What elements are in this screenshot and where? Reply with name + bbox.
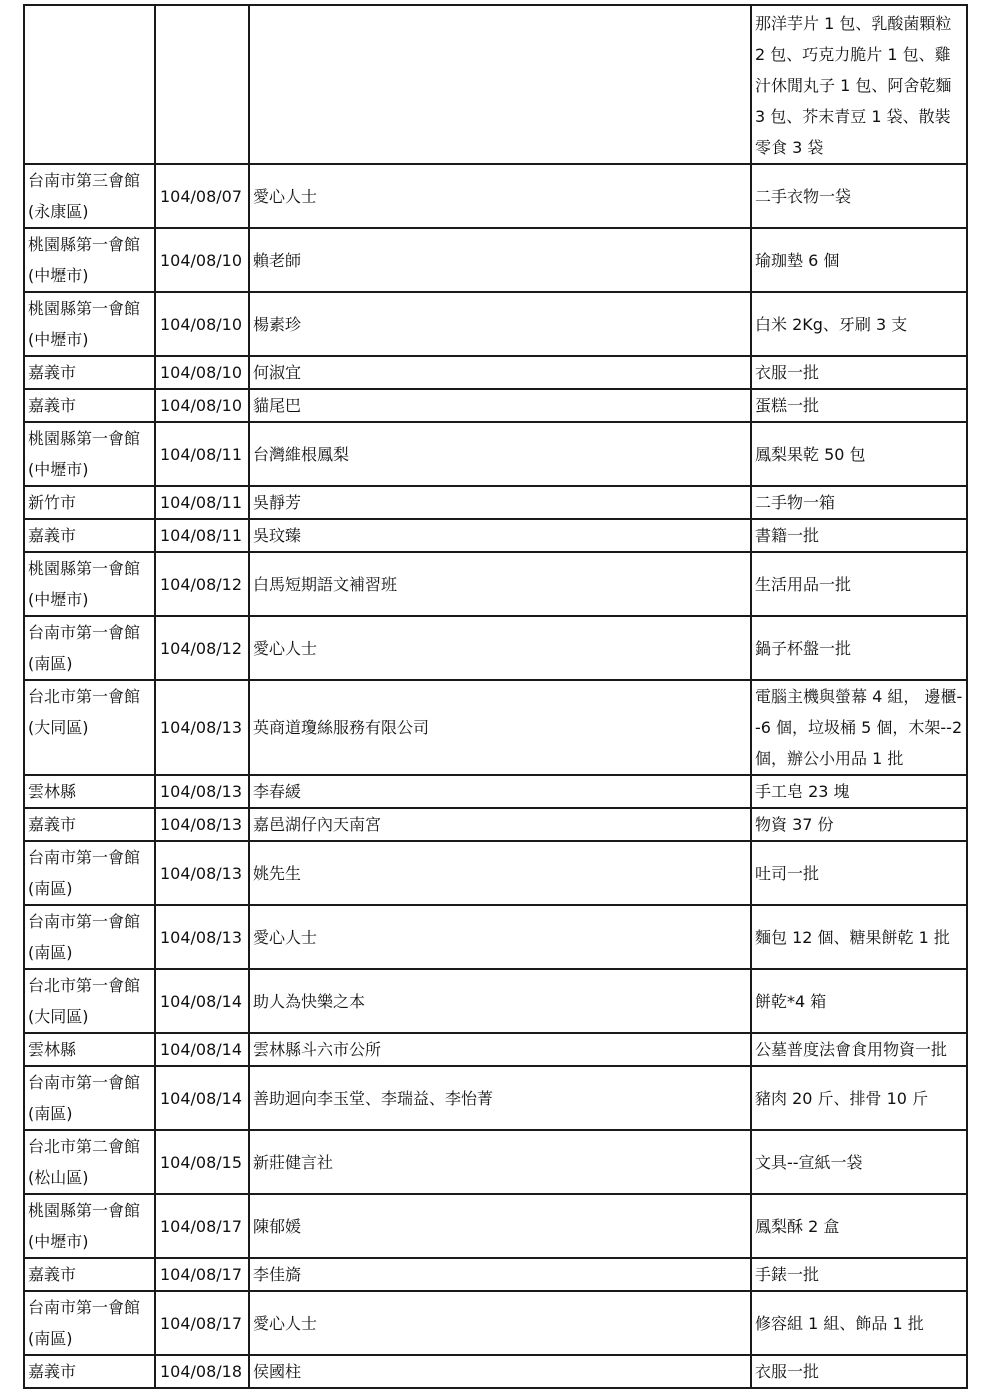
table-row — [24, 969, 967, 1033]
location-cell: 台南市第三會館(永康區) — [24, 164, 155, 228]
table-row — [24, 292, 967, 356]
table-row — [24, 905, 967, 969]
location-cell: 新竹市 — [24, 486, 155, 519]
donor-cell: 貓尾巴 — [249, 389, 751, 422]
table-row — [24, 841, 967, 905]
date-cell: 104/08/10 — [155, 356, 249, 389]
table-row — [24, 616, 967, 680]
location-cell: 台南市第一會館(南區) — [24, 616, 155, 680]
date-cell: 104/08/13 — [155, 680, 249, 775]
date-cell: 104/08/13 — [155, 808, 249, 841]
date-cell: 104/08/12 — [155, 552, 249, 616]
date-cell: 104/08/13 — [155, 905, 249, 969]
donor-cell: 李春緩 — [249, 775, 751, 808]
table-row — [24, 1066, 967, 1130]
date-cell: 104/08/10 — [155, 292, 249, 356]
table-row — [24, 1194, 967, 1258]
donor-cell: 姚先生 — [249, 841, 751, 905]
date-cell: 104/08/18 — [155, 1355, 249, 1388]
date-cell: 104/08/17 — [155, 1194, 249, 1258]
donation-table-body — [24, 5, 967, 1388]
location-cell: 台南市第一會館(南區) — [24, 1291, 155, 1355]
donor-cell: 愛心人士 — [249, 616, 751, 680]
item-cell: 衣服一批 — [751, 1355, 967, 1388]
item-cell: 物資 37 份 — [751, 808, 967, 841]
table-row — [24, 389, 967, 422]
table-row — [24, 552, 967, 616]
item-cell: 二手物一箱 — [751, 486, 967, 519]
donor-cell: 嘉邑湖仔內天南宮 — [249, 808, 751, 841]
item-cell: 衣服一批 — [751, 356, 967, 389]
location-cell: 台南市第一會館(南區) — [24, 1066, 155, 1130]
location-cell: 台南市第一會館(南區) — [24, 841, 155, 905]
table-row — [24, 808, 967, 841]
date-cell: 104/08/11 — [155, 486, 249, 519]
location-cell: 嘉義市 — [24, 389, 155, 422]
date-cell: 104/08/11 — [155, 422, 249, 486]
donor-cell: 侯國柱 — [249, 1355, 751, 1388]
donor-cell: 愛心人士 — [249, 164, 751, 228]
item-cell: 二手衣物一袋 — [751, 164, 967, 228]
item-cell: 書籍一批 — [751, 519, 967, 552]
table-row — [24, 775, 967, 808]
item-cell: 文具--宣紙一袋 — [751, 1130, 967, 1194]
location-cell: 台北市第二會館(松山區) — [24, 1130, 155, 1194]
item-cell: 餅乾*4 箱 — [751, 969, 967, 1033]
donor-cell: 吳玟臻 — [249, 519, 751, 552]
date-cell: 104/08/15 — [155, 1130, 249, 1194]
table-row — [24, 486, 967, 519]
location-cell: 台南市第一會館(南區) — [24, 905, 155, 969]
table-row — [24, 422, 967, 486]
item-cell: 蛋糕一批 — [751, 389, 967, 422]
date-cell: 104/08/14 — [155, 1066, 249, 1130]
donor-cell: 白馬短期語文補習班 — [249, 552, 751, 616]
location-cell: 台北市第一會館(大同區) — [24, 969, 155, 1033]
item-cell: 鳳梨果乾 50 包 — [751, 422, 967, 486]
donor-cell: 雲林縣斗六市公所 — [249, 1033, 751, 1066]
date-cell: 104/08/10 — [155, 228, 249, 292]
donor-cell: 李佳旖 — [249, 1258, 751, 1291]
item-cell: 那洋芋片 1 包、乳酸菌顆粒 2 包、巧克力脆片 1 包、雞汁休閒丸子 1 包、阿舍乾麵 3 包、芥末青豆 1 袋、散裝零食 3 袋 — [751, 5, 967, 164]
donor-cell: 何淑宜 — [249, 356, 751, 389]
location-cell: 嘉義市 — [24, 1355, 155, 1388]
donor-cell — [249, 5, 751, 164]
location-cell: 嘉義市 — [24, 519, 155, 552]
date-cell: 104/08/17 — [155, 1291, 249, 1355]
location-cell: 台北市第一會館(大同區) — [24, 680, 155, 775]
location-cell: 桃園縣第一會館(中壢市) — [24, 422, 155, 486]
item-cell: 吐司一批 — [751, 841, 967, 905]
date-cell: 104/08/07 — [155, 164, 249, 228]
donor-cell: 愛心人士 — [249, 905, 751, 969]
donor-cell: 楊素珍 — [249, 292, 751, 356]
item-cell: 公墓普度法會食用物資一批 — [751, 1033, 967, 1066]
donor-cell: 愛心人士 — [249, 1291, 751, 1355]
donor-cell: 英商道瓊絲服務有限公司 — [249, 680, 751, 775]
location-cell: 桃園縣第一會館(中壢市) — [24, 228, 155, 292]
donor-cell: 賴老師 — [249, 228, 751, 292]
item-cell: 白米 2Kg、牙刷 3 支 — [751, 292, 967, 356]
date-cell: 104/08/13 — [155, 775, 249, 808]
donor-cell: 台灣維根鳳梨 — [249, 422, 751, 486]
donation-table — [23, 4, 968, 1389]
date-cell: 104/08/13 — [155, 841, 249, 905]
item-cell: 手工皂 23 塊 — [751, 775, 967, 808]
donor-cell: 陳郁媛 — [249, 1194, 751, 1258]
table-row — [24, 1355, 967, 1388]
location-cell: 雲林縣 — [24, 1033, 155, 1066]
date-cell: 104/08/12 — [155, 616, 249, 680]
item-cell: 豬肉 20 斤、排骨 10 斤 — [751, 1066, 967, 1130]
item-cell: 生活用品一批 — [751, 552, 967, 616]
date-cell: 104/08/17 — [155, 1258, 249, 1291]
table-row — [24, 356, 967, 389]
location-cell — [24, 5, 155, 164]
item-cell: 手錶一批 — [751, 1258, 967, 1291]
date-cell: 104/08/14 — [155, 1033, 249, 1066]
table-row — [24, 1130, 967, 1194]
item-cell: 瑜珈墊 6 個 — [751, 228, 967, 292]
date-cell: 104/08/14 — [155, 969, 249, 1033]
table-row — [24, 519, 967, 552]
donation-table-page — [23, 4, 968, 1389]
item-cell: 電腦主機與螢幕 4 組， 邊櫃--6 個，垃圾桶 5 個，木架--2 個，辦公小用品 1 批 — [751, 680, 967, 775]
item-cell: 鍋子杯盤一批 — [751, 616, 967, 680]
location-cell: 嘉義市 — [24, 356, 155, 389]
table-row — [24, 680, 967, 775]
location-cell: 雲林縣 — [24, 775, 155, 808]
table-row — [24, 1291, 967, 1355]
donor-cell: 助人為快樂之本 — [249, 969, 751, 1033]
item-cell: 麵包 12 個、糖果餅乾 1 批 — [751, 905, 967, 969]
table-row — [24, 1258, 967, 1291]
item-cell: 修容組 1 組、飾品 1 批 — [751, 1291, 967, 1355]
location-cell: 嘉義市 — [24, 1258, 155, 1291]
table-row-continuation — [24, 5, 967, 164]
donor-cell: 吳靜芳 — [249, 486, 751, 519]
date-cell: 104/08/11 — [155, 519, 249, 552]
donor-cell: 新莊健言社 — [249, 1130, 751, 1194]
location-cell: 嘉義市 — [24, 808, 155, 841]
location-cell: 桃園縣第一會館(中壢市) — [24, 1194, 155, 1258]
table-row — [24, 1033, 967, 1066]
donor-cell: 善助迴向李玉堂、李瑞益、李怡菁 — [249, 1066, 751, 1130]
date-cell: 104/08/10 — [155, 389, 249, 422]
location-cell: 桃園縣第一會館(中壢市) — [24, 292, 155, 356]
table-row — [24, 228, 967, 292]
date-cell — [155, 5, 249, 164]
item-cell: 鳳梨酥 2 盒 — [751, 1194, 967, 1258]
location-cell: 桃園縣第一會館(中壢市) — [24, 552, 155, 616]
table-row — [24, 164, 967, 228]
